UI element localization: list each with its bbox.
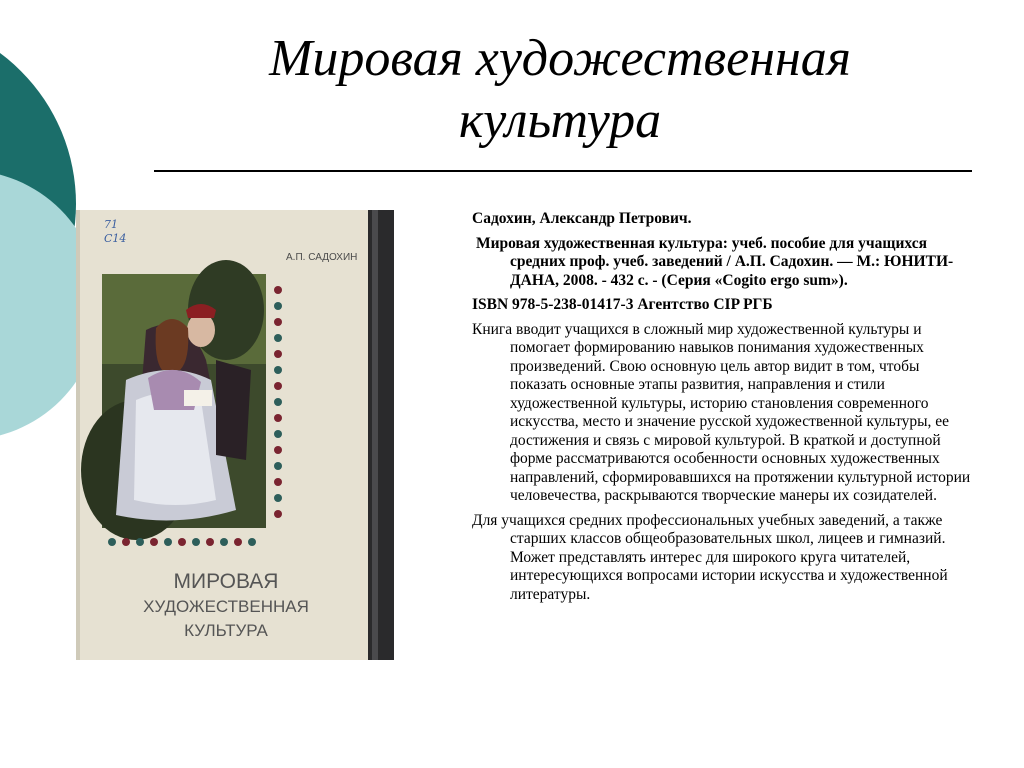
description-annotation: Книга вводит учащихся в сложный мир художественной культуры и помогает формированию навыков понимания художественных произведений. Свою основную цель автор видит в том, чтобы показать основные этапы развития, направления и стили художественной культуры, историю становления современного искусства, место и значение русской художественной культуры, ее достижения и связь с мировой культурой. В краткой и доступной форме рассматриваются особенности основных художественных направлений, сформировавшихся на протяжении культурной истории человечества, раскрываются творческие манеры их созидателей.: [472, 320, 971, 504]
cover-author: А.П. САДОХИН: [286, 252, 358, 263]
cover-title-line-1: МИРОВАЯ: [173, 570, 279, 593]
description-author: Садохин, Александр Петрович.: [472, 210, 692, 227]
description-isbn: ISBN 978-5-238-01417-3 Агентство CIP РГБ: [472, 296, 773, 313]
description-bibliographic: Мировая художественная культура: учеб. пособие для учащихся средних проф. учеб. заведений / А.П. Садохин. — М.: ЮНИТИ-ДАНА, 2008. - 432 с. - (Серия «Cogito ergo sum»).: [476, 234, 954, 289]
cover-painting: [81, 260, 266, 540]
cover-title-line-3: КУЛЬТУРА: [184, 621, 268, 640]
ornament-vertical: [272, 280, 284, 528]
cover-title-line-2: ХУДОЖЕСТВЕННАЯ: [143, 597, 309, 616]
slide-title-line-1: Мировая художественная: [269, 30, 851, 87]
title-underline: [154, 170, 972, 172]
shelf-mark-1: 71: [104, 218, 118, 231]
slide-title-line-2: культура: [458, 92, 662, 149]
description-audience: Для учащихся средних профессиональных учебных заведений, а также старших классов общеобразовательных школ, лицеев и гимназий. Может представлять интерес для широкого круга читателей, интересующихся вопросами истории искусства и художественной литературы.: [472, 511, 948, 603]
book-description: [472, 210, 972, 610]
book-cover-image: [76, 210, 394, 660]
slide-title: [160, 28, 960, 152]
shelf-mark-2: С14: [104, 232, 127, 245]
